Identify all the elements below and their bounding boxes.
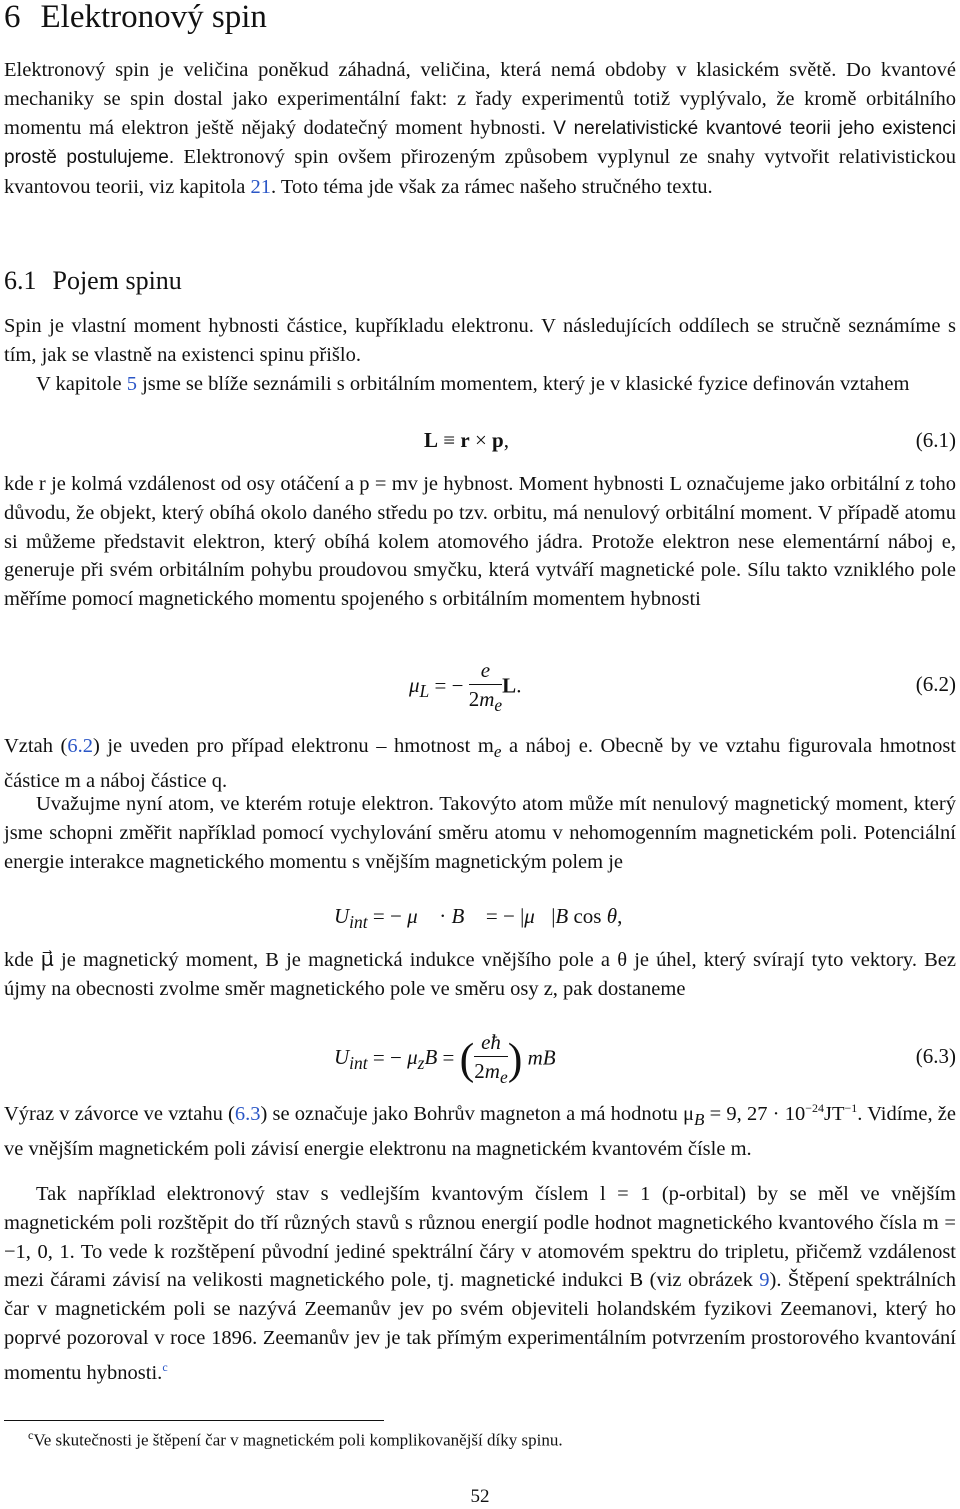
- section-number: 6.1: [4, 266, 37, 295]
- equation-6-3-body: $U_{int}$ = − $\mu_zB$ = ( $\frac{eħ}{2m_e}$ ) mB: [334, 1030, 556, 1088]
- intro-text: Elektronový spin je veličina poněkud záhadná, veličina, která nemá obdoby v klasickém světě. Do kvantové mechaniky se spin dostal jako experimentální fakt: z řady experimentů totiž vyplývalo, že kromě orbitálního momentu má elektron ještě nějaký dodatečný moment hybnosti.: [4, 59, 956, 139]
- footnote-marker[interactable]: c: [162, 1359, 168, 1374]
- relation-text-a: Vztah (: [4, 735, 68, 757]
- equation-potential-energy: [4, 900, 956, 940]
- bohr-text-a: Výraz v závorce ve vztahu (: [4, 1102, 235, 1125]
- equation-6-3: [4, 1024, 956, 1088]
- equation-link-6-3[interactable]: 6.3: [234, 1102, 261, 1125]
- intro-sans-text: V nerelativistické kvantové teorii jeho existenci prostě postulujeme.: [4, 117, 957, 169]
- angular-momentum-paragraph: kde r je kolmá vzdálenost od osy otáčení a p = mv je hybnost. Moment hybnosti L označujeme jako orbitální z toho důvodu, že objekt, který obíhá okolo daného středu po tzv. orbitu, má nenulový orbitální moment. V případě atomu si můžeme představit elektron, který obíhá kolem atomového jádra. Protože elektron nese elementární náboj e, generuje při svém orbitálním pohybu proudovou smyčku, která vytváří magnetické pole. Sílu takto vzniklého pole měříme pomocí magnetického momentu spojeného s orbitálním momentem hybnosti: [4, 473, 956, 611]
- equation-link-6-2[interactable]: 6.2: [67, 735, 93, 757]
- footnote-rule: [4, 1420, 384, 1421]
- equation-6-1-body: L ≡ r × p,: [424, 428, 509, 452]
- equation-6-1: [4, 424, 956, 464]
- intro-text-end: . Toto téma jde však za rámec našeho stručného textu.: [271, 176, 713, 199]
- bohr-text-d: JT: [823, 1102, 845, 1125]
- orbital-text-a: V kapitole: [36, 373, 127, 395]
- orbital-text-b: jsme se blíže seznámili s orbitálním momentem, který je v klasické fyzice definován vztahem: [136, 373, 910, 395]
- chapter-link-21[interactable]: 21: [250, 176, 272, 199]
- equation-6-3-tag: (6.3): [915, 1044, 956, 1068]
- bohr-magneton-paragraph: Výraz v závorce ve vztahu (6.3) se označuje jako Bohrův magneton a má hodnotu $\mu_B = 9$, $27 \cdot 10^{-24}JT^{-1}$. Vidíme, že ve vnějším magnetickém poli závisí energie elektronu na magnetickém kvantovém čísle m.: [4, 1101, 956, 1160]
- equation-6-2-tag: (6.2): [915, 672, 956, 696]
- zeeman-text-a: Tak například elektronový stav s vedlejším kvantovým číslem l = 1 (p-orbital) by se měl ve vnějším magnetickém poli rozštěpit do tří různých stavů s různou energií podle hodnot magnetického kvantového čísla m = −1, 0, 1. To vede k rozštěpení původní jediné spektrální čáry v atomovém spektru do tripletu, přičemž vzdálenost mezi čárami závisí na velikosti magnetického pole, tj. magnetické indukci B (viz obrázek: [4, 1183, 956, 1292]
- chapter-link-5[interactable]: 5: [126, 373, 137, 395]
- footnote: [28, 1428, 563, 1451]
- equation-6-2: [4, 656, 956, 716]
- bohr-text-b: ) se označuje jako Bohrův magneton a má hodnotu μ: [260, 1102, 694, 1125]
- spin-definition-paragraph: Spin je vlastní moment hybnosti částice, kupříkladu elektronu. V následujících oddílech se stručně seznámíme s tím, jak se vlastně na existenci spinu přišlo.: [4, 315, 956, 366]
- zeeman-paragraph: [4, 1180, 956, 1387]
- magnetic-moment-paragraph: kde μ⃗ je magnetický moment, B je magnetická indukce vnějšího pole a θ je úhel, který svírají tyto vektory. Bez újmy na obecnosti zvolme směr magnetického pole ve směru osy z, pak dostaneme: [4, 949, 956, 1000]
- intro-paragraph: [4, 56, 956, 202]
- relation-text-b: ) je uveden pro případ elektronu – hmotnost m: [92, 735, 494, 757]
- section-title-text: Pojem spinu: [52, 266, 182, 295]
- relation-text-c: a náboj e. Obecně by ve vztahu figurovala hmotnost částice m a náboj částice q.: [4, 735, 956, 792]
- figure-link-9[interactable]: 9: [759, 1269, 770, 1292]
- orbital-moment-paragraph: [4, 370, 956, 399]
- intro-text-continued: Elektronový spin ovšem přirozeným způsobem vyplynul ze snahy vytvořit relativistickou kvantovou teorii, viz kapitola: [4, 146, 956, 199]
- bohr-text-c: = 9, 27 · 10: [704, 1102, 806, 1125]
- footnote-mark: c: [28, 1428, 34, 1442]
- chapter-title: [4, 0, 267, 34]
- chapter-number: 6: [4, 0, 21, 35]
- zeeman-text-b: ). Štěpení spektrálních čar v magnetickém poli se nazývá Zeemanův jev po svém objeviteli holandském fyzikovi Zeemanovi, který ho poprvé pozoroval v roce 1896. Zeemanův jev je tak přímým experimentálním potvrzením prostorového kvantování momentu hybnosti.: [4, 1269, 957, 1384]
- chapter-title-text: Elektronový spin: [40, 0, 267, 35]
- atom-paragraph: Uvažujme nyní atom, ve kterém rotuje elektron. Takovýto atom může mít nenulový magnetický moment, který jsme schopni změřit například pomocí vychylování směru atomu v nehomogenním magnetickém poli. Potenciální energie interakce magnetického momentu s vnějším magnetickým polem je: [4, 793, 956, 873]
- equation-potential-energy-body: $U_{int}$ = − μ⃗ · B⃗ = − |μ⃗|B cos θ,: [334, 904, 623, 933]
- electron-relation-paragraph: Vztah (6.2) je uveden pro případ elektronu – hmotnost $m_e$ a náboj e. Obecně by ve vztahu figurovala hmotnost částice m a náboj částice q.: [4, 735, 956, 792]
- section-title: [4, 266, 182, 296]
- page-number: 52: [470, 1486, 490, 1507]
- footnote-text: Ve skutečnosti je štěpení čar v magnetickém poli komplikovanější díky spinu.: [33, 1430, 563, 1450]
- bohr-text-e: . Vidíme, že ve vnějším magnetickém poli závisí energie elektronu na magnetickém kvantovém čísle m.: [4, 1102, 956, 1160]
- equation-6-2-body: $\mu_L$ = − $\frac{e}{2m_e}$ L.: [409, 658, 522, 716]
- equation-6-1-tag: (6.1): [915, 428, 956, 452]
